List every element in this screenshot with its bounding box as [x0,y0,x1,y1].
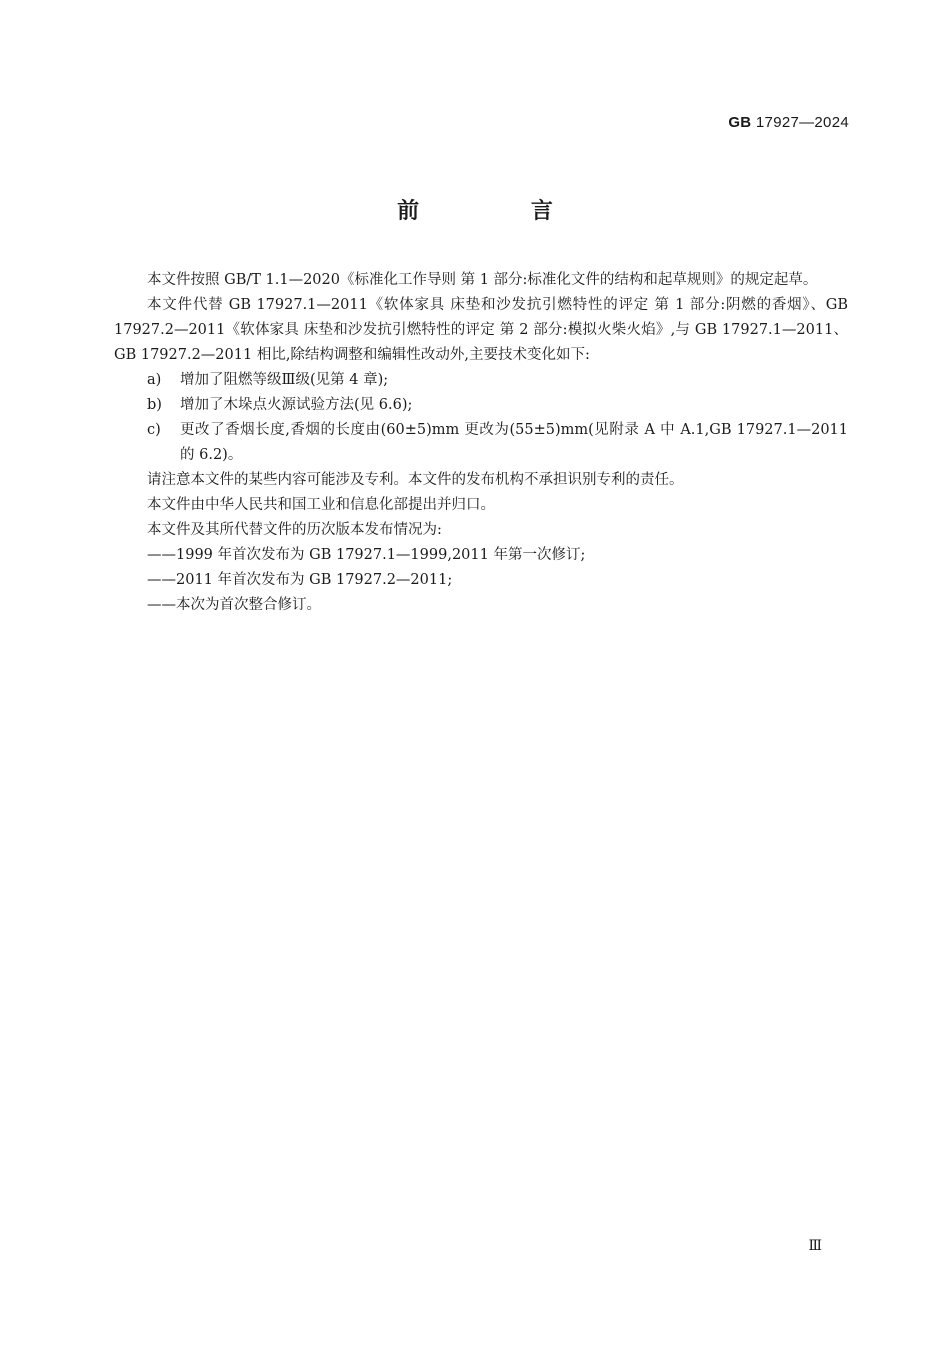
change-marker: c) [147,422,161,438]
change-marker: b) [147,397,162,413]
document-code-prefix: GB [728,114,752,131]
change-text: 更改了香烟长度,香烟的长度由(60±5)mm 更改为(55±5)mm(见附录 A 中 A.1,GB 17927.1—2011 的 6.2)。 [180,422,848,463]
history-intro: 本文件及其所代替文件的历次版本发布情况为: [147,522,442,538]
page-title: 前 言 [397,199,605,224]
document-code [728,114,849,131]
proposer-statement: 本文件由中华人民共和国工业和信息化部提出并归口。 [147,497,495,513]
history-item: ——2011 年首次发布为 GB 17927.2—2011; [147,572,453,588]
history-item: ——本次为首次整合修订。 [147,597,321,613]
foreword-body [114,268,848,618]
change-item-a [114,368,848,393]
change-item-c [114,418,848,468]
change-text: 增加了木垛点火源试验方法(见 6.6); [180,397,413,413]
document-code-number: 17927—2024 [755,114,849,131]
page-number: Ⅲ [808,1238,822,1254]
patent-notice: 请注意本文件的某些内容可能涉及专利。本文件的发布机构不承担识别专利的责任。 [147,472,684,488]
replacement-paragraph: 本文件代替 GB 17927.1—2011《软体家具 床垫和沙发抗引燃特性的评定 第 1 部分:阴燃的香烟》、GB 17927.2—2011《软体家具 床垫和沙发抗引燃特性的评定 第 2 部分:模拟火柴火焰》,与 GB 17927.1—2011、GB 17927.2—2011 相比,除结构调整和编辑性改动外,主要技术变化如下: [114,297,848,363]
change-text: 增加了阻燃等级Ⅲ级(见第 4 章); [180,372,389,388]
history-item: ——1999 年首次发布为 GB 17927.1—1999,2011 年第一次修订; [147,547,586,563]
change-item-b [114,393,848,418]
drafting-rule-paragraph: 本文件按照 GB/T 1.1—2020《标准化工作导则 第 1 部分:标准化文件的结构和起草规则》的规定起草。 [147,272,818,288]
change-marker: a) [147,372,162,388]
